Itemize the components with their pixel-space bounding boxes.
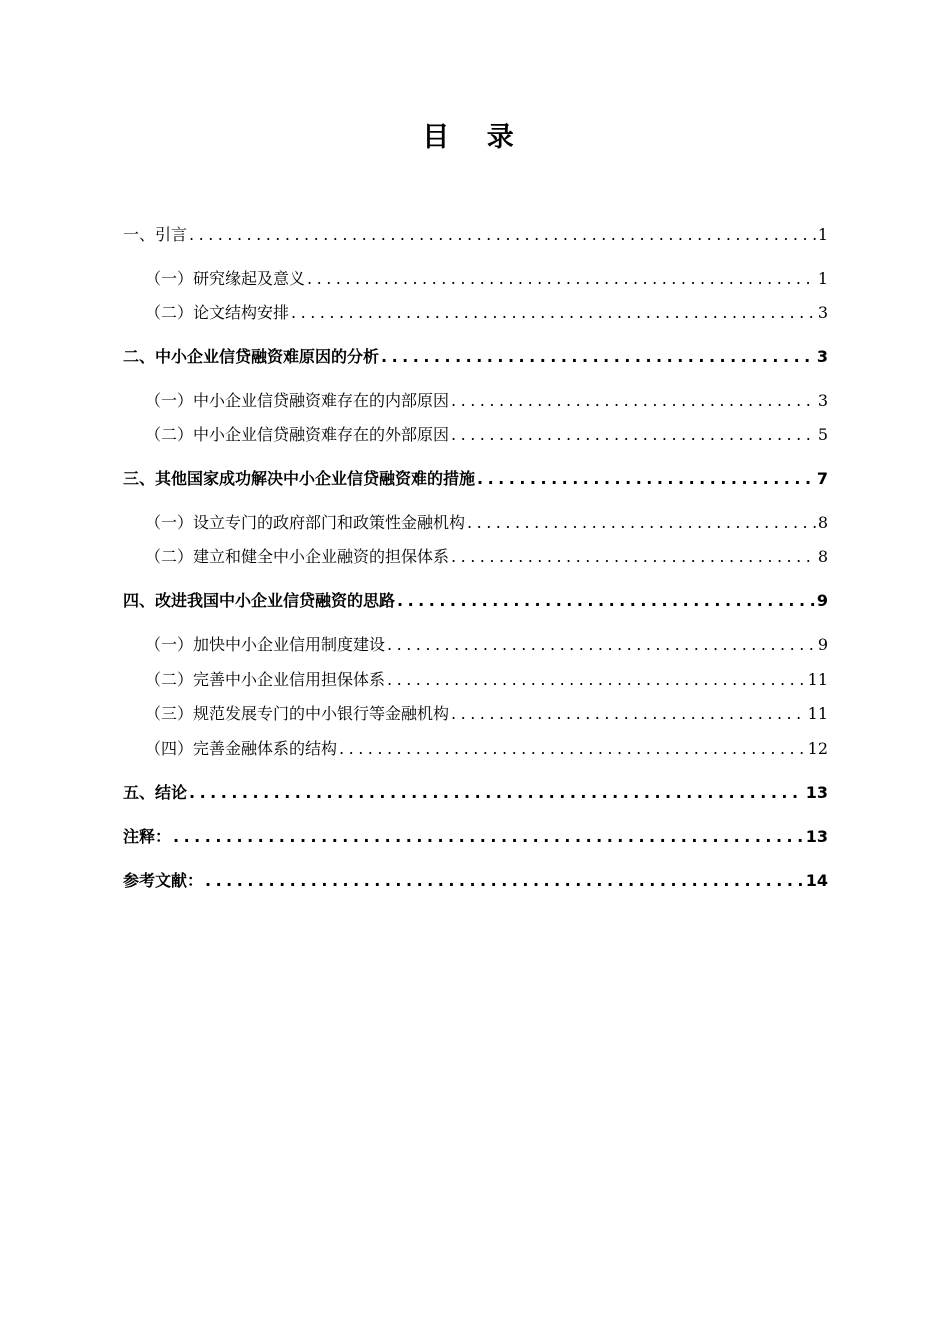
toc-leader-dots bbox=[173, 825, 804, 849]
toc-entry-text: （二）论文结构安排 bbox=[145, 303, 290, 322]
toc-entry-credit-guarantee[interactable] bbox=[123, 668, 828, 692]
toc-page-number: 1 bbox=[817, 225, 828, 244]
toc-entry-text: （一）中小企业信贷融资难存在的内部原因 bbox=[145, 391, 450, 410]
toc-page-number: 13 bbox=[805, 827, 828, 846]
table-of-contents bbox=[123, 0, 828, 1344]
toc-entry-text: （三）规范发展专门的中小银行等金融机构 bbox=[145, 704, 450, 723]
toc-entry-credit-system[interactable] bbox=[123, 633, 828, 657]
toc-leader-dots bbox=[189, 781, 804, 805]
toc-entry-references[interactable] bbox=[123, 869, 828, 893]
toc-leader-dots bbox=[477, 467, 815, 491]
toc-entry-foreign-measures[interactable] bbox=[123, 467, 828, 491]
toc-page-number: 8 bbox=[817, 513, 828, 532]
toc-page-number: 9 bbox=[817, 635, 828, 654]
toc-entry-text: （二）中小企业信贷融资难存在的外部原因 bbox=[145, 425, 450, 444]
toc-page-number: 11 bbox=[807, 704, 828, 723]
toc-entry-government-departments[interactable] bbox=[123, 511, 828, 535]
toc-entry-text: 四、改进我国中小企业信贷融资的思路 bbox=[123, 591, 396, 610]
toc-leader-dots bbox=[387, 668, 806, 692]
toc-page-number: 13 bbox=[805, 783, 828, 802]
toc-page-number: 8 bbox=[817, 547, 828, 566]
toc-page-number: 14 bbox=[805, 871, 828, 890]
toc-leader-dots bbox=[451, 423, 816, 447]
toc-entry-internal-causes[interactable] bbox=[123, 389, 828, 413]
toc-leader-dots bbox=[291, 301, 816, 325]
toc-entry-text: 一、引言 bbox=[123, 225, 188, 244]
toc-page-number: 1 bbox=[817, 269, 828, 288]
toc-page-number: 9 bbox=[816, 591, 828, 610]
toc-page-number: 5 bbox=[817, 425, 828, 444]
toc-leader-dots bbox=[381, 345, 815, 369]
toc-leader-dots bbox=[451, 389, 816, 413]
toc-entry-text: （一）加快中小企业信用制度建设 bbox=[145, 635, 386, 654]
toc-entry-text: 五、结论 bbox=[123, 783, 188, 802]
toc-leader-dots bbox=[387, 633, 816, 657]
toc-leader-dots bbox=[397, 589, 815, 613]
toc-entry-small-banks[interactable] bbox=[123, 702, 828, 726]
toc-entry-text: （四）完善金融体系的结构 bbox=[145, 739, 338, 758]
toc-entry-cause-analysis[interactable] bbox=[123, 345, 828, 369]
toc-entry-financial-structure[interactable] bbox=[123, 737, 828, 761]
toc-entry-text: 参考文献： bbox=[123, 871, 204, 890]
toc-entry-text: 三、其他国家成功解决中小企业信贷融资难的措施 bbox=[123, 469, 476, 488]
toc-page-number: 7 bbox=[816, 469, 828, 488]
toc-entry-research-origin[interactable] bbox=[123, 267, 828, 291]
toc-entry-improvement-ideas[interactable] bbox=[123, 589, 828, 613]
toc-entry-external-causes[interactable] bbox=[123, 423, 828, 447]
toc-leader-dots bbox=[189, 223, 816, 247]
toc-entry-introduction[interactable] bbox=[123, 223, 828, 247]
toc-entry-text: （一）研究缘起及意义 bbox=[145, 269, 306, 288]
toc-page-number: 3 bbox=[816, 347, 828, 366]
toc-leader-dots bbox=[451, 702, 806, 726]
toc-page-number: 3 bbox=[817, 391, 828, 410]
toc-leader-dots bbox=[467, 511, 816, 535]
toc-leader-dots bbox=[307, 267, 816, 291]
toc-page-number: 11 bbox=[807, 670, 828, 689]
toc-leader-dots bbox=[339, 737, 806, 761]
toc-entry-conclusion[interactable] bbox=[123, 781, 828, 805]
toc-entry-thesis-structure[interactable] bbox=[123, 301, 828, 325]
toc-entry-notes[interactable] bbox=[123, 825, 828, 849]
toc-leader-dots bbox=[205, 869, 804, 893]
toc-entry-text: 二、中小企业信贷融资难原因的分析 bbox=[123, 347, 380, 366]
toc-leader-dots bbox=[451, 545, 816, 569]
page-title: 目 录 bbox=[422, 122, 528, 153]
toc-entry-guarantee-system[interactable] bbox=[123, 545, 828, 569]
toc-page-number: 3 bbox=[817, 303, 828, 322]
toc-entry-text: 注释： bbox=[123, 827, 172, 846]
toc-entry-text: （二）建立和健全中小企业融资的担保体系 bbox=[145, 547, 450, 566]
toc-entry-text: （一）设立专门的政府部门和政策性金融机构 bbox=[145, 513, 466, 532]
toc-entry-text: （二）完善中小企业信用担保体系 bbox=[145, 670, 386, 689]
toc-page-number: 12 bbox=[807, 739, 828, 758]
